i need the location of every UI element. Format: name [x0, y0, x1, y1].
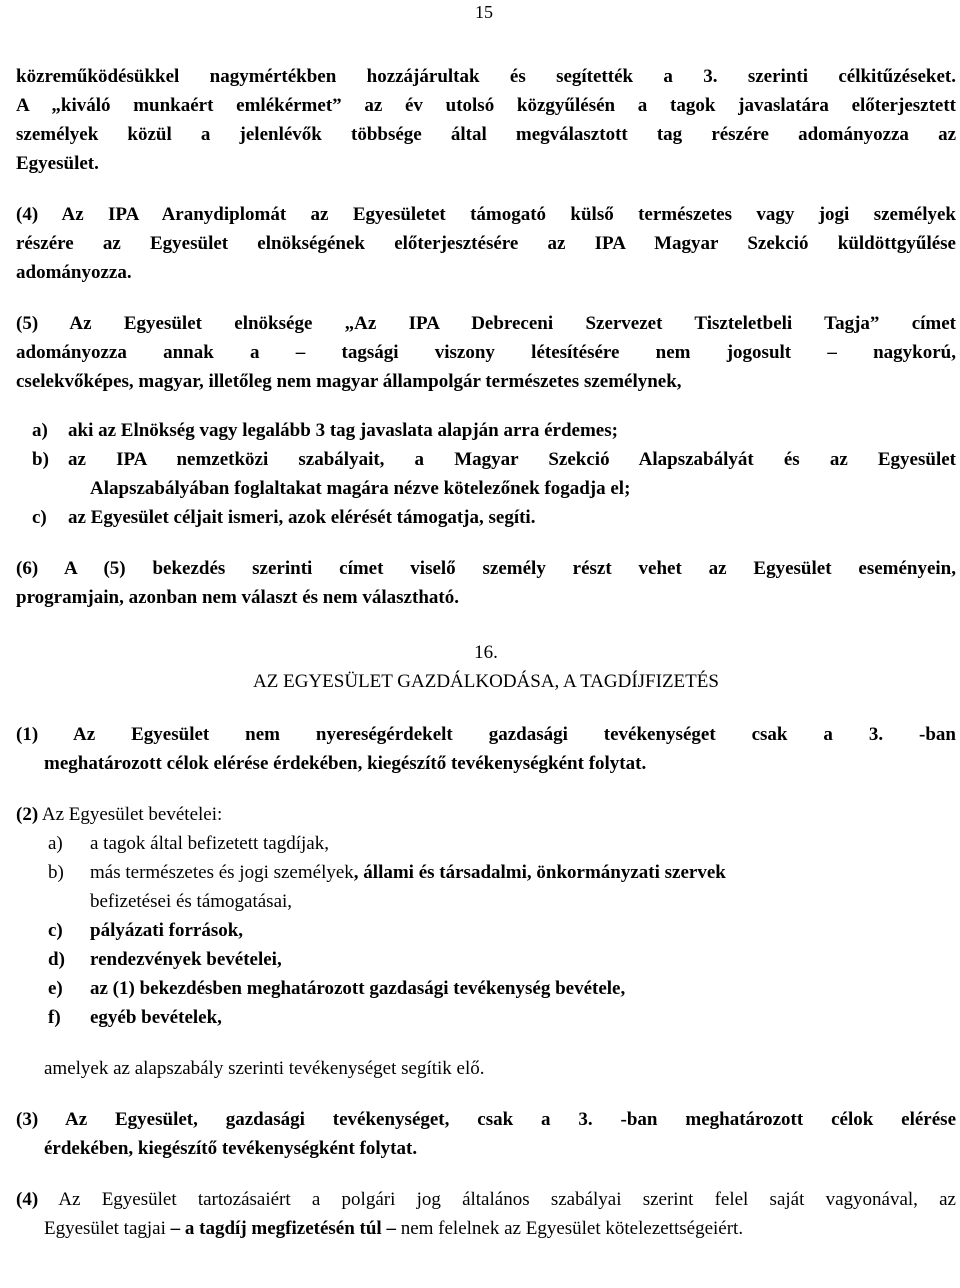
text-line: meghatározott célok elérése érdekében, kiegészítő tevékenységként folytat.: [44, 753, 647, 774]
text-line: (3) Az Egyesület, gazdasági tevékenységet, csak a 3. -ban meghatározott célok elérése: [16, 1109, 956, 1130]
list-text-normal: a tagok által befizetett tagdíjak,: [90, 833, 329, 854]
paragraph-number: (2): [16, 804, 39, 825]
paragraph-number: (4): [16, 1189, 39, 1210]
list-text: pályázati források,: [90, 920, 244, 941]
text-line: részére az Egyesület elnökségének előterjesztésére az IPA Magyar Szekció küldöttgyűlése: [16, 233, 956, 254]
list-label: c): [48, 920, 63, 941]
text-line: Egyesület.: [16, 153, 99, 174]
text-line: cselekvőképes, magyar, illetőleg nem magyar állampolgár természetes személynek,: [16, 371, 682, 392]
list-label: b): [32, 449, 49, 470]
income-list: [48, 829, 956, 1032]
page-number: 15: [475, 2, 493, 22]
text-line: (6) A (5) bekezdés szerinti címet viselő személy részt vehet az Egyesület eseményein,: [16, 558, 956, 579]
list-item: [48, 829, 956, 858]
section-title: AZ EGYESÜLET GAZDÁLKODÁSA, A TAGDÍJFIZETÉS: [253, 671, 719, 692]
section-paragraph-1: [16, 720, 956, 778]
text-line: A „kiváló munkaért emlékérmet” az év utolsó közgyűlésén a tagok javaslatára előterjesztett: [16, 95, 956, 116]
text-line: (5) Az Egyesület elnöksége „Az IPA Debreceni Szervezet Tiszteletbeli Tagja” címet: [16, 313, 956, 334]
list-text: az IPA nemzetközi szabályait, a Magyar Szekció Alapszabályát és az Egyesület: [68, 449, 956, 470]
list-text: [90, 858, 726, 887]
section-number: 16.: [474, 642, 498, 663]
list-item: [32, 416, 956, 445]
list-text: az (1) bekezdésben meghatározott gazdasági tevékenység bevétele,: [90, 978, 626, 999]
line-text: nem felelnek az Egyesület kötelezettségeiért.: [395, 1218, 744, 1239]
document-body: [16, 62, 956, 1243]
text-line: közreműködésükkel nagymértékben hozzájárultak és segítették a 3. szerinti célkitűzéseket.: [16, 66, 956, 87]
list-label: b): [48, 862, 64, 883]
list-text-normal: más természetes és jogi személyek: [90, 862, 354, 883]
paragraph-5: [16, 309, 956, 396]
list-item: [32, 503, 956, 532]
list-text: egyéb bevételek,: [90, 1007, 222, 1028]
list-item: [48, 916, 956, 945]
text-line: (1) Az Egyesület nem nyereségérdekelt gazdasági tevékenységet csak a 3. -ban: [16, 724, 956, 745]
text-line: (4) Az IPA Aranydiplomát az Egyesületet támogató külső természetes vagy jogi személyek: [16, 204, 956, 225]
list-item: [32, 445, 956, 474]
list-continuation: befizetései és támogatásai,: [90, 891, 293, 912]
text-line: [16, 800, 956, 829]
paragraph-6: [16, 554, 956, 612]
list-item: [48, 1003, 956, 1032]
text-line: adományozza.: [16, 262, 132, 283]
list-text: az Egyesület céljait ismeri, azok elérését támogatja, segíti.: [68, 507, 536, 528]
list-label: a): [32, 420, 48, 441]
line-text: Egyesület tagjai: [44, 1218, 171, 1239]
section-paragraph-2: [16, 800, 956, 1083]
paragraph-heading: Az Egyesület bevételei:: [38, 804, 223, 825]
list-item: [48, 974, 956, 1003]
section-heading: [16, 638, 956, 696]
closing-line: amelyek az alapszabály szerinti tevékenységet segítik elő.: [44, 1058, 485, 1079]
section-paragraph-4: [16, 1185, 956, 1243]
section-paragraph-3: [16, 1105, 956, 1163]
paragraph-5-list: [32, 416, 956, 532]
text-line: személyek közül a jelenlévők többsége által megválasztott tag részére adományozza az: [16, 124, 956, 145]
paragraph-4: [16, 200, 956, 287]
list-text: rendezvények bevételei,: [90, 949, 282, 970]
text-line: érdekében, kiegészítő tevékenységként folytat.: [44, 1138, 418, 1159]
list-label: a): [48, 833, 63, 854]
text-line: programjain, azonban nem választ és nem választható.: [16, 587, 459, 608]
list-continuation: Alapszabályában foglaltakat magára nézve kötelezőnek fogadja el;: [90, 478, 631, 499]
list-label: d): [48, 949, 65, 970]
text-line: [16, 1185, 956, 1214]
list-item: [48, 858, 956, 887]
list-label: c): [32, 507, 47, 528]
list-text: [90, 829, 329, 858]
line-text-bold: – a tagdíj megfizetésén túl –: [170, 1218, 396, 1239]
list-label: e): [48, 978, 63, 999]
list-item: [48, 945, 956, 974]
text-line: adományozza annak a – tagsági viszony létesítésére nem jogosult – nagykorú,: [16, 342, 956, 363]
line-text: Az Egyesület tartozásaiért a polgári jog általános szabályai szerint felel saját vagyonával, az: [38, 1189, 956, 1210]
list-text: aki az Elnökség vagy legalább 3 tag javaslata alapján arra érdemes;: [68, 420, 618, 441]
text-line: [16, 1214, 956, 1243]
list-text-bold: , állami és társadalmi, önkormányzati szervek: [353, 862, 726, 883]
list-label: f): [48, 1007, 61, 1028]
intro-paragraph: [16, 62, 956, 178]
